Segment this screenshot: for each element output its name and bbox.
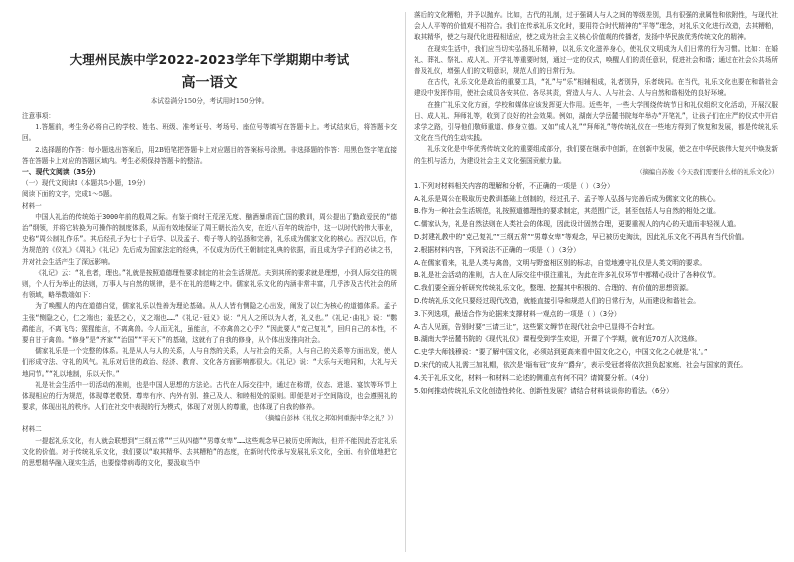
question-1-option-a: A.礼乐是周公在吸取历史教训基础上创制的，经过孔子、孟子等人弘扬与完善后成为儒家文化的核心。 (414, 194, 720, 203)
left-column (22, 10, 397, 469)
question-5-stem: 5.如何推动传统礼乐文化创造性转化、创新性发展？请结合材料谈谈你的看法。（6分） (414, 386, 673, 395)
notice-heading: 注意事项： (22, 112, 55, 120)
question-3-option-c: C.史学大师钱穆说：“要了解中国文化，必须站到更高来看中国文化之心，中国文化之心就是‘礼’。” (414, 348, 708, 357)
material2-continued: 落后的文化糟粕，并予以抛弃。比如，古代的礼制，过于强调人与人之间的等级差别，具有很强的隶属性和依附性，与现代社会人人平等的价值观不相符合。我们在传承礼乐文化时，要用符合时代精神的“平等”理念，对礼乐文化进行改造，去其糟粕，取其精华，使之与现代化进程相适应，使之成为社会主义核心价值观的传播者，发扬中华民族优秀传统文化的精神。 (414, 11, 778, 42)
exam-info: 本试卷满分150分，考试用时150分钟。 (150, 97, 269, 105)
material1-paragraph: 中国人礼治的传统始于3000年前的殷周之际。有鉴于商纣王荒淫无度、酗酒暴虐而亡国的教训，周公提出了勤政爱民的“德治”纲领，并将它转换为可操作的制度体系，从而有效地保证了周王朝长治久安，在近八百年的统治中，这一以时代的伟大事业，史称“周公制礼作乐”。其后经孔子为七十子后学、以及孟子、荀子等人的弘扬和完善，礼乐成为儒家文化的核心。西汉以后，作为规范的《仪礼》《周礼》《礼记》先后成为国家法定的经典，不仅成为历代王朝制定礼典的依据，而且成为学子们的必读之书，并对社会生活产生了深远影响。 (22, 212, 397, 266)
material1-label: 材料一 (22, 201, 42, 210)
subject-title: 高一语文 (181, 75, 238, 91)
material1-paragraph: 为了唤醒人的内在道德自觉，儒家礼乐以性善为理论基础。从人人皆有恻隐之心出发，阐发了以仁为核心的道德体系。孟子主张“恻隐之心，仁之端也；羞恶之心，义之端也……”《礼记·冠义》说：“凡人之所以为人者，礼义也。”《礼记·曲礼》说：“鹦鹉能言，不离飞鸟；猩猩能言，不离禽兽。今人而无礼，虽能言，不亦禽兽之心乎？”因此要人“克己复礼”，回归自己的本性，不要自甘于禽兽。“修身”是“齐家”“治国”“平天下”的基础，这就有了自我的修身，从个体出发推向社会。 (22, 302, 397, 345)
question-4-stem: 4.关于礼乐文化，材料一和材料二论述的侧重点有何不同？请简要分析。（4分） (414, 373, 653, 382)
material2-paragraph: 在现实生活中，我们应当切实弘扬礼乐精神，以礼乐文化滋养身心，使礼仪文明成为人们日常的行为习惯。比如：在婚礼、葬礼、祭礼、成人礼、开学礼等重要时刻，通过一定的仪式，唤醒人们的责任意识，促进社会和谐；通过在社会公共场所普及礼仪，增强人们的文明意识，规范人们的日常行为。 (414, 44, 778, 76)
question-2-option-b: B.礼是社会活动的准则，古人在人际交往中很注重礼，为此在许多礼仪环节中都精心设计了各种仪节。 (414, 271, 720, 280)
reading-instruction: 阅读下面的文字，完成1～5题。 (22, 190, 117, 199)
question-3-option-a: A.古人见面，告别时要“三请三让”，这些繁文缛节在现代社会中已显得不合时宜。 (414, 322, 659, 331)
question-3-stem: 3.下列选项，最适合作为论据来支撑材料一观点的一项是（ ）（3分） (414, 309, 621, 318)
question-3-option-b: B.湖南大学岳麓书院的《现代礼仪》课程受到学生欢迎，开课了个学期，就有近70万人次选修。 (414, 335, 702, 344)
material1-paragraph: 儒家礼乐是一个完整的体系。礼是从人与人的关系，人与自然的关系，人与社会的关系，人与自己的关系等方面出发，使人们形成守法、守礼的风气。礼乐对后世的政治、经济、教育、文化各方面影响都很大。《礼记》说：“大乐与天地同和，大礼与天地同节。”“礼以地制，乐以天作。” (22, 347, 397, 378)
question-2-stem: 2.根据材料内容，下列说法不正确的一项是（ ）（3分） (414, 245, 580, 254)
material1-source: （摘编自彭林《礼仪之邦如何重振中华之礼？》） (261, 415, 397, 423)
material1-paragraph: 礼是社会生活中一切活动的准则，也是中国人思想的方法论。古代在人际交往中，通过在称谓，仪态、进退、宴饮等环节上体现相应的行为规范，体现尊老敬贤、尊卑有序、内外有别、推己及人、和睦相处的原则。即便是对于空间陈设，也会遵照礼的要求，体现出礼的秩序。人们在社交中表现的行为模式，体现了对别人的尊重，也体现了自我的修养。 (22, 380, 397, 412)
question-1-option-c: C.儒家认为，礼是自然法则在人类社会的体现，因此设计固然合理，更要重视人的内心的天道而非轻视人道。 (414, 220, 741, 229)
material2-paragraph: 一提起礼乐文化，有人就会联想到“三纲五常”“三从四德”“男尊女卑”……这些观念早已被历史所淘汰，但并不能因此否定礼乐文化的价值。对于传统礼乐文化，我们要以“取其精华、去其糟粕”的态度，在新时代传承与发展礼乐文化，全面、有价值地把它的思想精华融入现实生活，也要像带病毒的文化，要汲取当中 (22, 436, 397, 468)
notice-item-1: 1.答题前，考生务必将自己的学校、姓名、班级、准考证号、考场号、座位号等填写在答题卡上。考试结束后，将答题卡交回。 (22, 123, 397, 143)
question-1-option-d: D.封建礼教中的“克己复礼”“三纲五常”“男尊女卑”等观念，早已被历史淘汰，因此礼乐文化不再具有当代价值。 (414, 233, 749, 242)
question-2-option-d: D.传统礼乐文化只要经过现代改造，就能直接引导和规范人们的日常行为，从而建设和谐社会。 (414, 297, 701, 306)
question-list (414, 180, 778, 398)
material2-source: （摘编自苏俊《今天我们需要什么样的礼乐文化》） (636, 168, 778, 176)
question-1-stem: 1.下列对材料相关内容的理解和分析，不正确的一项是（ ）（3分） (414, 181, 614, 190)
question-3-option-d: D.宋代的成人礼需三加礼帽，依次是‘缁布冠’‘皮弁’‘爵弁’，表示受冠者将依次担负起家庭、社会与国家的责任。 (414, 361, 748, 369)
subsection-heading: （一）现代文阅读Ⅰ（本题共5小题，19分） (22, 179, 150, 188)
material2-label: 材料二 (22, 425, 42, 434)
section-heading: 一、现代文阅读（35分） (22, 168, 100, 177)
question-2-option-a: A.在儒家看来，礼是人类与禽兽，文明与野蛮相区别的标志，自觉地遵守礼仪是人类文明的要求。 (414, 258, 707, 267)
material1-paragraph: 《礼记》云：“礼也者，理也。”礼就是按照道德理性要求制定的社会生活规范。夫到其所的要求就是理想，小到人际交往的规则，个人行为举止的法则，万事人与自然的规律，是不在礼的范畴之中。儒家礼乐文化的内涵非常丰富，几乎涉及古代社会的所有领域，略举数端如下： (22, 268, 397, 300)
exam-title: 大理州民族中学2022-2023学年下学期期中考试 (69, 52, 350, 67)
material2-paragraph: 礼乐文化是中华优秀传统文化的重要组成部分，我们要在继承中创新，在创新中发展，使之在中华民族伟大复兴中焕发新的生机与活力，为建设社会主义文化强国贡献力量。 (414, 145, 778, 165)
column-divider (405, 12, 406, 552)
question-2-option-c: C.我们要全面分析研究传统礼乐文化，整理、挖掘其中积极的、合理的、有价值的思想资源。 (414, 284, 693, 293)
notice-item-2: 2.选择题的作答：每小题选出答案后，用2B铅笔把答题卡上对应题目的答案标号涂黑。非选择题的作答：用黑色签字笔直接答在答题卡上对应的答题区域内。考生必须保持答题卡的整洁。 (22, 145, 397, 165)
right-column (414, 10, 778, 397)
material2-paragraph: 在古代，礼乐文化是政治的重要工具，“礼”与“乐”相辅相成，礼者别异，乐者统同。在当代，礼乐文化也要在和谐社会建设中发挥作用，使社会成员各安其位、各尽其责，营造人与人、人与社会、人与自然和谐相处的良好环境。 (414, 78, 778, 98)
material2-paragraph: 在推广礼乐文化方面，学校和媒体应该发挥更大作用。近些年，一些大学围绕传统节日和礼仪组织文化活动，开展汉服日、成人礼、拜师礼等，收到了良好的社会效果。例如，湖南大学岳麓书院每年举办“开笔礼”，让孩子们在庄严的仪式中开启求学之路，引导他们敬师重道、修身立德。又如“成人礼”“拜师礼”等传统礼仪在一些地方得到了恢复和发展，都是传统礼乐文化在当代的生动实践。 (414, 100, 778, 143)
question-1-option-b: B.作为一种社会生活规范，礼按照道德理性的要求制定，其范围广泛，甚至包括人与自然的相处之道。 (414, 207, 720, 216)
